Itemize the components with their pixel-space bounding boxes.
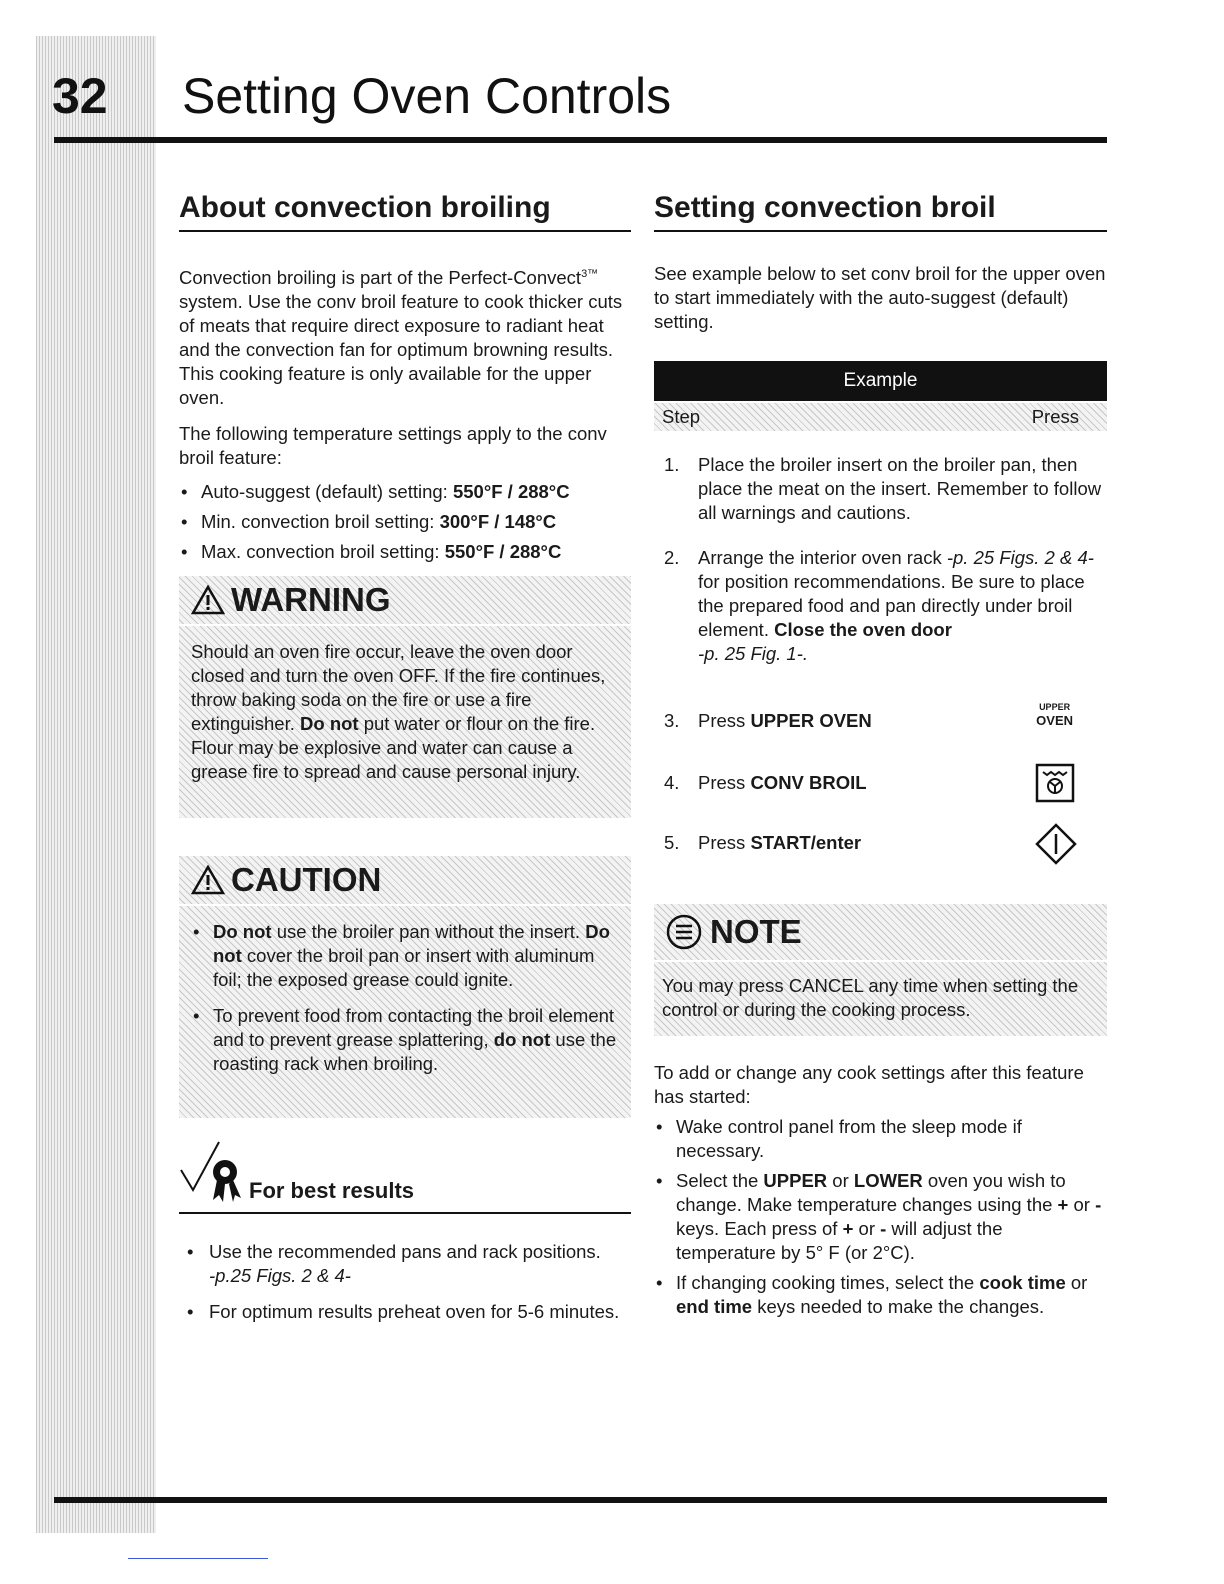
step-label: Step xyxy=(662,406,701,427)
list-item: • Use the recommended pans and rack positions. -p.25 Figs. 2 & 4- xyxy=(179,1240,631,1288)
best-results-list xyxy=(179,1240,631,1324)
note-text: You may press CANCEL any time when setting the control or during the cooking process. xyxy=(662,975,1079,1020)
page-number: 32 xyxy=(52,68,108,124)
list-item: • Max. convection broil setting: 550°F / 288°C xyxy=(179,540,631,564)
after-intro: To add or change any cook settings after this feature has started: xyxy=(654,1062,1084,1107)
list-item: • Auto-suggest (default) setting: 550°F / 288°C xyxy=(179,480,631,504)
note-box xyxy=(654,904,1107,1036)
caution-triangle-icon xyxy=(191,865,225,895)
list-item: • Select the UPPER or LOWER oven you wish to change. Make temperature changes using the + or - keys. Each press of + or - will adjust the temperature by 5° F (or 2°C). xyxy=(654,1169,1107,1265)
warning-triangle-icon xyxy=(191,585,225,615)
after-list xyxy=(654,1115,1107,1319)
about-convection-broiling-heading: About convection broiling xyxy=(179,190,631,232)
press-label: Press xyxy=(1031,406,1079,427)
setting-convection-broil-heading: Setting convection broil xyxy=(654,190,1107,232)
step-2: 2. Arrange the interior oven rack -p. 25 Figs. 2 & 4- for position recommendations. Be sure to place the prepared food and pan directly under broil element. Close the oven door -p. 25 Fig. 1-. xyxy=(664,547,1094,664)
step-1: 1. Place the broiler insert on the broiler pan, then place the meat on the insert. Remember to follow all warnings and cautions. xyxy=(664,454,1102,523)
step-5: 5. Press START/enter xyxy=(664,831,1107,855)
step-3: 3. Press UPPER OVEN UPPER OVEN xyxy=(664,702,1073,731)
list-item: • Wake control panel from the sleep mode if necessary. xyxy=(654,1115,1107,1163)
warning-title: WARNING xyxy=(179,576,631,626)
page-title: Setting Oven Controls xyxy=(182,68,672,124)
best-results-heading: For best results xyxy=(249,1178,415,1203)
bottom-rule xyxy=(54,1497,1107,1503)
temps-intro: The following temperature settings apply to the conv broil feature: xyxy=(179,423,607,469)
right-column xyxy=(654,190,1107,334)
intro-paragraph: Convection broiling is part of the Perfect-Convect$^{3™}$ system. Use the conv broil feature to cook thicker cuts of meats that require direct exposure to radiant heat and the convection fan for optimum browning results. This cooking feature is only available for the upper oven. xyxy=(179,267,623,409)
ribbon-checkmark-icon xyxy=(179,1140,241,1206)
list-item: • If changing cooking times, select the cook time or end time keys needed to make the changes. xyxy=(654,1271,1107,1319)
list-item: • Min. convection broil setting: 300°F / 148°C xyxy=(179,510,631,534)
right-intro: See example below to set conv broil for the upper oven to start immediately with the auto-suggest (default) setting. xyxy=(654,263,1106,332)
best-results-section xyxy=(179,1140,631,1336)
side-strip xyxy=(36,36,156,1533)
note-title: NOTE xyxy=(654,904,1107,962)
step-4: 4. Press CONV BROIL xyxy=(664,771,1107,795)
note-icon xyxy=(666,914,702,950)
left-column xyxy=(179,190,631,570)
list-item: • To prevent food from contacting the broil element and to prevent grease splattering, do not use the roasting rack when broiling. xyxy=(191,1004,621,1076)
start-enter-key-icon[interactable] xyxy=(1035,823,1077,865)
conv-broil-key-icon[interactable] xyxy=(1035,763,1075,803)
step-press-header xyxy=(654,403,1107,431)
after-start-section xyxy=(654,1061,1107,1325)
example-header: Example xyxy=(654,361,1107,401)
warning-box xyxy=(179,576,631,818)
top-rule xyxy=(54,137,1107,143)
list-item: • For optimum results preheat oven for 5-6 minutes. xyxy=(179,1300,631,1324)
caution-list xyxy=(191,920,621,1076)
list-item: • Do not use the broiler pan without the insert. Do not cover the broil pan or insert with aluminum foil; the exposed grease could ignite. xyxy=(191,920,621,992)
bottom-link-line xyxy=(128,1558,268,1559)
upper-oven-key[interactable]: UPPER OVEN xyxy=(1036,702,1073,728)
caution-box xyxy=(179,856,631,1118)
warning-text: Should an oven fire occur, leave the oven door closed and turn the oven OFF. If the fire continues, throw baking soda on the fire or use a fire extinguisher. Do not put water or flour on the fire. Flour may be explosive and water can cause a grease fire to spread and cause personal injury. xyxy=(191,641,606,782)
temperature-list xyxy=(179,480,631,564)
caution-title: CAUTION xyxy=(179,856,631,906)
